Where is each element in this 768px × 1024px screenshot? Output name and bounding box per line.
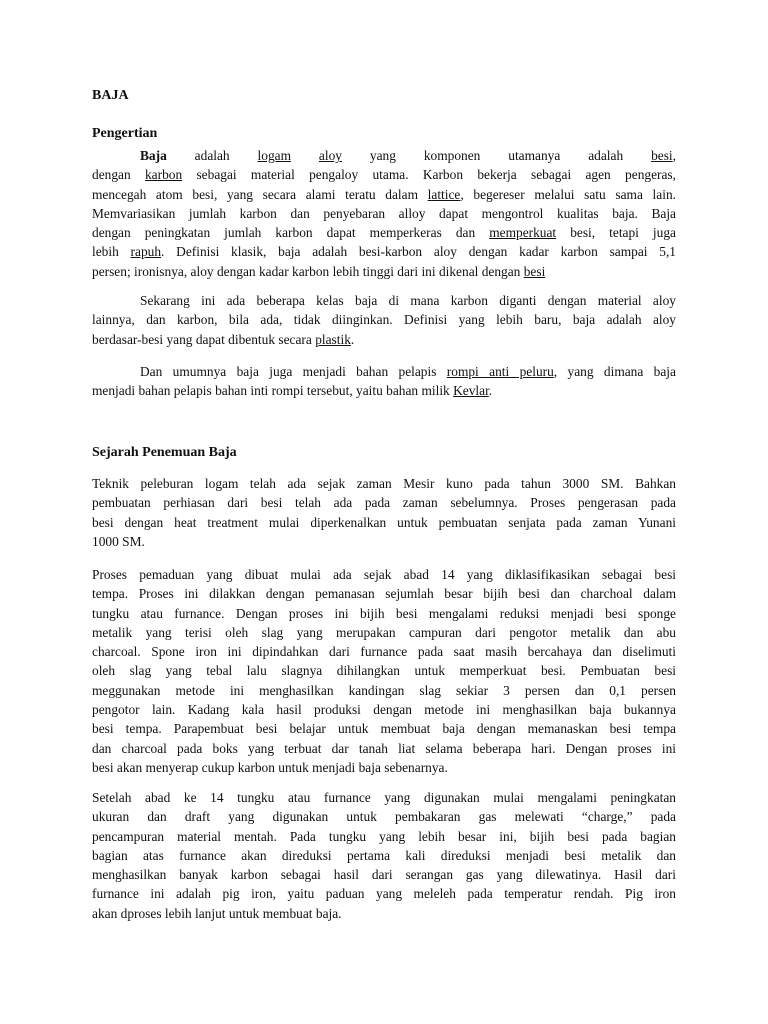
link-rompi-anti-peluru[interactable]: rompi anti peluru [446,364,554,379]
text-line [92,362,676,381]
text-run: besi, tetapi juga [556,225,676,241]
text-run: sebagai material pengaloy utama. Karbon bekerja sebagai agen pengeras, [182,167,676,183]
text-line: metalik yang terisi oleh slag yang merupakan campuran dari pengotor metalik dan abu [92,624,676,640]
text-line: Setelah abad ke 14 tungku atau furnance yang digunakan mulai mengalami peningkatan [92,790,676,805]
text-run: , yang dimana baja [553,364,676,379]
text-line: akan dproses lebih lanjut untuk membuat baja. [92,905,342,921]
document-title: BAJA [92,88,129,103]
text-run: yang komponen utamanya adalah [341,148,652,163]
text-line: dan charcoal pada boks yang terbuat dar tanah liat selama beberapa hari. Dengan proses ini [92,740,676,756]
link-rapuh[interactable]: rapuh [130,244,162,260]
text-run: mencegah atom besi, yang secara alami teratu dalam [92,186,428,202]
text-line [92,310,676,329]
text-run: berdasar-besi yang dapat dibentuk secara [92,331,316,347]
link-kevlar[interactable]: Kevlar [453,383,489,399]
paragraph-history-1 [92,474,676,551]
paragraph-modern-definition [92,291,676,349]
text-line: oleh slag yang tebal lalu slagnya dihilangkan untuk memperkuat besi. Pembuatan besi [92,663,676,679]
text-run: adalah [166,148,258,163]
text-line [92,204,676,223]
paragraph-definition [92,146,676,281]
text-line: bagian atas furnance akan direduksi pertama kali direduksi menjadi besi metalik dan [92,847,676,863]
text-line: besi akan menyerap cukup karbon untuk menjadi baja sebenarnya. [92,759,448,775]
text-line [92,185,676,204]
text-line [92,262,676,281]
text-line [92,291,676,310]
text-run: Dan umumnya baja juga menjadi bahan pelapis [140,364,447,379]
text-run: , [672,148,676,163]
text-line: menghasilkan banyak karbon sebagai hasil dari serangan gas yang dilewatinya. Hasil dari [92,867,676,883]
text-line: pembuatan perhiasan dari besi telah ada pada zaman sebelumnya. Proses pengerasan pada [92,495,676,511]
text-line: Proses pemaduan yang dibuat mulai ada sejak abad 14 yang diklasifikasikan sebagai besi [92,567,676,582]
text-line: pencampuran material mentah. Pada tungku yang lebih besar ini, bijih besi pada bagian [92,828,676,844]
text-line: charcoal. Spone iron ini dipindahkan dari furnance pada saat masih bercahaya dan diselimuti [92,644,676,660]
text-run: persen; ironisnya, aloy dengan kadar karbon lebih tinggi dari ini dikenal dengan [92,263,524,279]
text-run: , begereser melalui satu sama lain. [460,186,676,202]
text-line [92,223,676,242]
text-line [92,381,676,400]
text-run: lainnya, dan karbon, bila ada, tidak diinginkan. Definisi yang lebih baru, baja adalah aloy [92,312,676,328]
text-run [291,148,319,163]
text-run: . [488,383,493,399]
text-line: besi tempa. Parapembuat besi belajar untuk membuat baja dengan memanaskan besi tempa [92,721,676,737]
paragraph-history-3 [92,788,676,923]
text-line: ukuran dan draft yang digunakan untuk pembakaran gas melewati “charge,” pada [92,809,676,825]
link-besi[interactable]: besi [651,148,673,163]
text-line [92,165,676,184]
text-line [92,330,676,349]
paragraph-history-2 [92,565,676,777]
text-line: pengotor lain. Kadang kala hasil produksi dengan metode ini menghasilkan baja bukannya [92,702,676,718]
text-run: Memvariasikan jumlah karbon dan penyebaran alloy dapat mengontrol kualitas baja. Baja [92,205,676,221]
text-line: tempa. Proses ini dilakkan dengan pemanasan sejumlah besar bijih besi dan charchoal dalam [92,586,676,602]
link-besi[interactable]: besi [523,263,546,279]
text-run: lebih [92,244,131,260]
section-heading-pengertian: Pengertian [92,126,158,141]
bold-term: Baja [140,148,167,163]
text-line: besi dengan heat treatment mulai diperkenalkan untuk pembuatan senjata pada zaman Yunani [92,514,676,530]
text-line: 1000 SM. [92,533,145,549]
text-run: . Definisi klasik, baja adalah besi-karbon aloy dengan kadar karbon sampai 5,1 [161,244,677,260]
link-plastik[interactable]: plastik [315,331,351,347]
link-lattice[interactable]: lattice [427,186,461,202]
text-line: tungku atau furnance. Dengan proses ini bijih besi mengalami reduksi menjadi besi sponge [92,605,676,621]
paragraph-kevlar [92,362,676,401]
text-run: Sekarang ini ada beberapa kelas baja di mana karbon diganti dengan material aloy [140,293,676,308]
section-heading-sejarah: Sejarah Penemuan Baja [92,445,237,460]
text-run: menjadi bahan pelapis bahan inti rompi tersebut, yaitu bahan milik [92,383,454,399]
link-memperkuat[interactable]: memperkuat [489,225,557,241]
link-aloy[interactable]: aloy [318,148,342,163]
text-run: dengan peningkatan jumlah karbon dapat memperkeras dan [92,225,490,241]
text-line: Teknik peleburan logam telah ada sejak zaman Mesir kuno pada tahun 3000 SM. Bahkan [92,476,676,491]
text-line [92,146,676,165]
text-line: meggunakan metode ini menghasilkan kandingan slag sekiar 3 persen dan 0,1 persen [92,682,676,698]
text-line [92,242,676,261]
link-karbon[interactable]: karbon [144,167,183,183]
text-run: dengan [92,167,145,183]
link-logam[interactable]: logam [257,148,292,163]
text-line: furnance ini adalah pig iron, yaitu paduan yang meleleh pada temperatur rendah. Pig iron [92,886,676,902]
text-run: . [350,331,355,347]
